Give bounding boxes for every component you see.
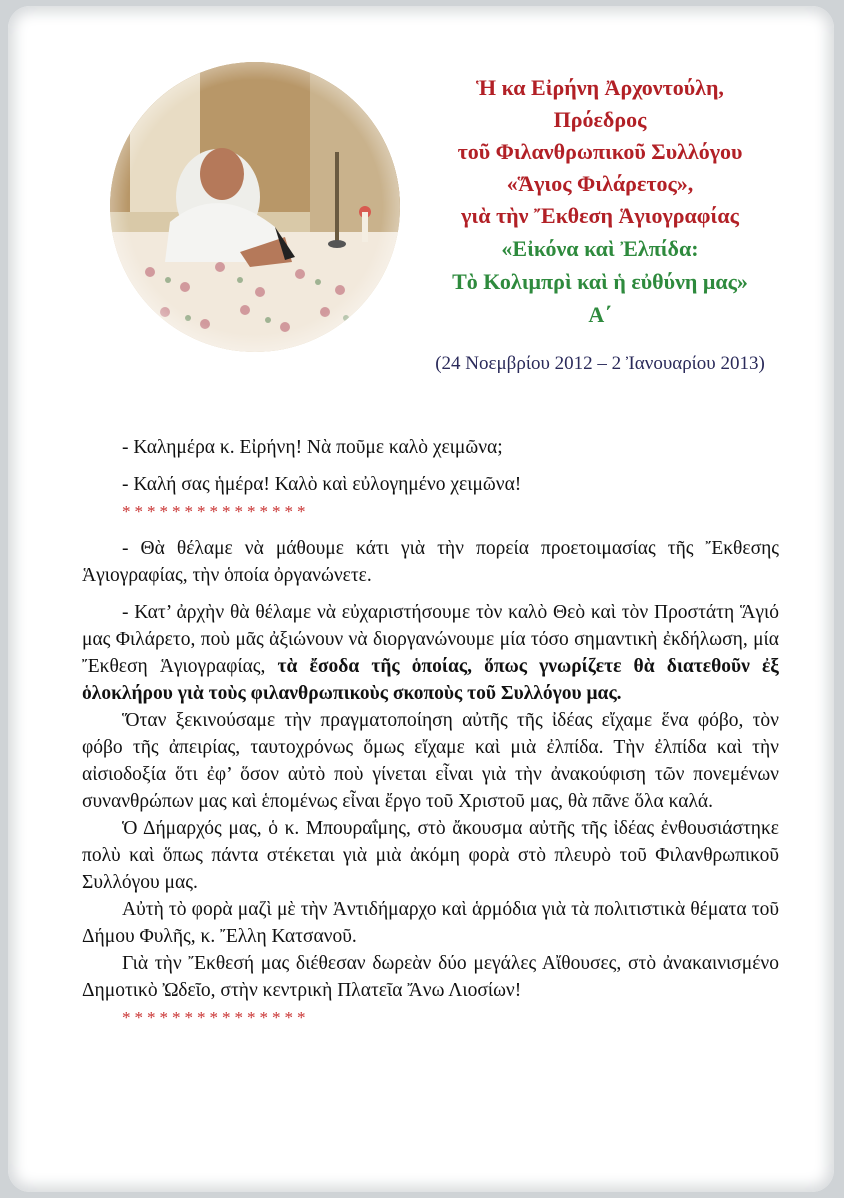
date-range: (24 Νοεμβρίου 2012 – 2 Ἰανουαρίου 2013): [435, 353, 765, 374]
star-divider: ***************: [122, 502, 310, 521]
title-line: Ἡ κα Εἰρήνη Ἀρχοντούλη,: [476, 75, 724, 100]
answer-1: - Καλή σας ἡμέρα! Καλὸ καὶ εὐλογημένο χειμῶνα!: [122, 474, 522, 495]
subtitle-line: Τὸ Κολιμπρὶ καὶ ἡ εὐθύνη μας»: [452, 269, 748, 294]
paragraph-6: Γιὰ τὴν Ἔκθεσή μας διέθεσαν δωρεὰν δύο μεγάλες Αἴθουσες, στὸ ἀνακαινισμένο Δημοτικὸ Ὠδεῖο, στὴν κεντρικὴ Πλατεῖα Ἄνω Λιοσίων!: [82, 953, 779, 1001]
title-line: Πρόεδρος: [553, 107, 647, 132]
interview-body: [82, 434, 779, 1031]
paragraph-3: Ὅταν ξεκινούσαμε τὴν πραγματοποίηση αὐτῆς τῆς ἰδέας εἴχαμε ἕνα φόβο, τὸν φόβο τῆς ἀπειρίας, ταυτοχρόνως ὅμως εἴχαμε καὶ μιὰ ἐλπίδα. Τὴν ἐλπίδα καὶ τὴν αἰσιοδοξία ὅτι ἐφ’ ὅσον αὐτὸ ποὺ γίνεται εἶναι γιὰ τὴν ἀνακούφιση τῶν πονεμένων συνανθρώπων μας καὶ ἑπομένως εἶναι ἔργο τοῦ Χριστοῦ μας, θὰ πᾶνε ὅλα καλά.: [82, 710, 779, 812]
title-line: «Ἅγιος Φιλάρετος»,: [506, 171, 694, 196]
star-divider: ***************: [122, 1008, 310, 1027]
title-line: τοῦ Φιλανθρωπικοῦ Συλλόγου: [457, 139, 743, 164]
question-1: - Καλημέρα κ. Εἰρήνη! Νὰ ποῦμε καλὸ χειμῶνα;: [122, 437, 503, 458]
portrait-photo: [110, 62, 400, 352]
page: [8, 6, 834, 1192]
question-2: - Θὰ θέλαμε νὰ μάθουμε κάτι γιὰ τὴν πορεία προετοιμασίας τῆς Ἔκθεσης Ἁγιογραφίας, τὴν ὁποία ὀργανώνετε.: [82, 538, 779, 586]
answer-2-text: - Κατ’ ἀρχὴν θὰ θέλαμε νὰ εὐχαριστήσουμε τὸν καλὸ Θεὸ καὶ τὸν Προστάτη Ἅγιό μας Φιλάρετο, ποὺ μᾶς ἀξιώνουν νὰ διοργανώνουμε μία τόσο σημαντικὴ ἐκδήλωση, μία Ἔκθεση Ἁγιογραφίας,: [82, 602, 779, 677]
header-title-block: [400, 72, 800, 331]
paragraph-5: Αὐτὴ τὸ φορὰ μαζὶ μὲ τὴν Ἀντιδήμαρχο καὶ ἁρμόδια γιὰ τὰ πολιτιστικὰ θέματα τοῦ Δήμου Φυλῆς, κ. Ἔλλη Κατσανοῦ.: [82, 899, 779, 947]
title-line: γιὰ τὴν Ἔκθεση Ἁγιογραφίας: [461, 203, 739, 228]
subtitle-line: Α΄: [588, 302, 612, 327]
paragraph-4: Ὁ Δήμαρχός μας, ὁ κ. Μπουραΐμης, στὸ ἄκουσμα αὐτῆς τῆς ἰδέας ἐνθουσιάστηκε πολὺ καὶ ὅπως πάντα στέκεται γιὰ μιὰ ἀκόμη φορὰ στὸ πλευρὸ τοῦ Φιλανθρωπικοῦ Συλλόγου μας.: [82, 818, 779, 893]
subtitle-line: «Εἰκόνα καὶ Ἐλπίδα:: [501, 236, 699, 261]
answer-2-bold-text: τὰ ἔσοδα τῆς ὁποίας, ὅπως γνωρίζετε θὰ διατεθοῦν ἐξ ὁλοκλήρου γιὰ τοὺς φιλανθρωπικοὺς σκοποὺς τοῦ Συλλόγου μας.: [82, 656, 779, 704]
answer-2: [82, 599, 779, 707]
portrait-image: [110, 62, 400, 352]
